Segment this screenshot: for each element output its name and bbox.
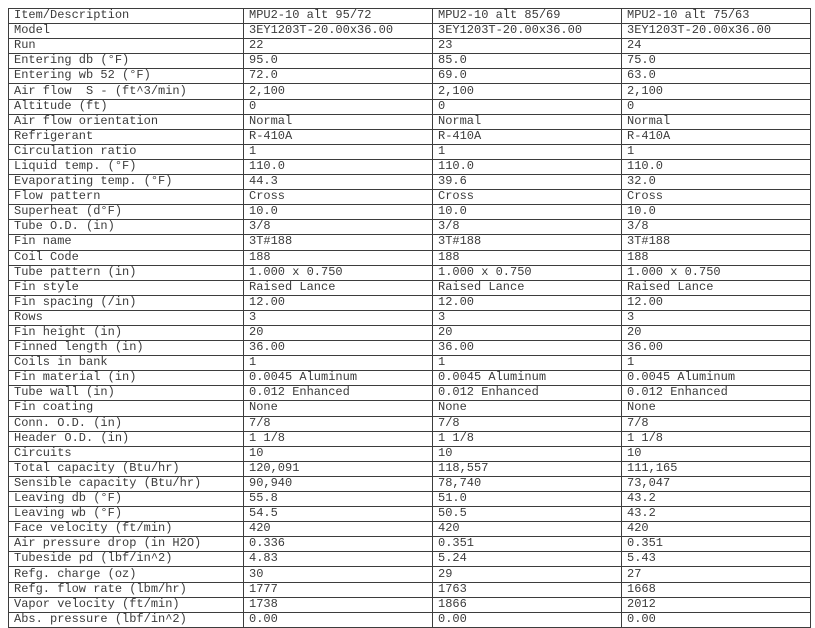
value-cell-unit-3: Raised Lance	[622, 280, 811, 295]
row-label-cell: Evaporating temp. (°F)	[9, 175, 244, 190]
value-cell-unit-2: 36.00	[433, 341, 622, 356]
row-label-cell: Liquid temp. (°F)	[9, 159, 244, 174]
value-cell-unit-3: 0.00	[622, 612, 811, 627]
value-cell-unit-2: 0.012 Enhanced	[433, 386, 622, 401]
row-label-cell: Vapor velocity (ft/min)	[9, 597, 244, 612]
row-label-cell: Refg. flow rate (lbm/hr)	[9, 582, 244, 597]
value-cell-unit-3: 188	[622, 250, 811, 265]
row-label-cell: Fin style	[9, 280, 244, 295]
row-label-cell: Tube pattern (in)	[9, 265, 244, 280]
value-cell-unit-1: 1738	[244, 597, 433, 612]
column-header-unit-3: MPU2-10 alt 75/63	[622, 9, 811, 24]
value-cell-unit-3: 3	[622, 310, 811, 325]
value-cell-unit-3: 7/8	[622, 416, 811, 431]
value-cell-unit-1: 72.0	[244, 69, 433, 84]
table-row	[9, 265, 811, 280]
value-cell-unit-1: 3/8	[244, 220, 433, 235]
table-row	[9, 24, 811, 39]
table-row	[9, 129, 811, 144]
table-row	[9, 175, 811, 190]
value-cell-unit-1: 1	[244, 356, 433, 371]
value-cell-unit-3: 110.0	[622, 159, 811, 174]
table-row	[9, 597, 811, 612]
row-label-cell: Circuits	[9, 446, 244, 461]
value-cell-unit-2: Cross	[433, 190, 622, 205]
value-cell-unit-1: 4.83	[244, 552, 433, 567]
value-cell-unit-2: 1	[433, 356, 622, 371]
value-cell-unit-2: 0.0045 Aluminum	[433, 371, 622, 386]
value-cell-unit-2: 1 1/8	[433, 431, 622, 446]
value-cell-unit-1: 1 1/8	[244, 431, 433, 446]
value-cell-unit-2: Normal	[433, 114, 622, 129]
value-cell-unit-3: 2,100	[622, 84, 811, 99]
header-row	[9, 9, 811, 24]
value-cell-unit-1: 0	[244, 99, 433, 114]
table-row	[9, 612, 811, 627]
value-cell-unit-2: 85.0	[433, 54, 622, 69]
table-row	[9, 205, 811, 220]
row-label-cell: Leaving db (°F)	[9, 492, 244, 507]
value-cell-unit-1: Normal	[244, 114, 433, 129]
value-cell-unit-3: 3/8	[622, 220, 811, 235]
table-row	[9, 401, 811, 416]
value-cell-unit-3: 1.000 x 0.750	[622, 265, 811, 280]
table-row	[9, 461, 811, 476]
value-cell-unit-2: 69.0	[433, 69, 622, 84]
table-row	[9, 54, 811, 69]
value-cell-unit-1: 44.3	[244, 175, 433, 190]
value-cell-unit-3: 1	[622, 144, 811, 159]
value-cell-unit-2: 23	[433, 39, 622, 54]
value-cell-unit-3: 2012	[622, 597, 811, 612]
row-label-cell: Abs. pressure (lbf/in^2)	[9, 612, 244, 627]
value-cell-unit-2: 0.00	[433, 612, 622, 627]
value-cell-unit-2: 78,740	[433, 476, 622, 491]
value-cell-unit-2: 188	[433, 250, 622, 265]
column-header-unit-1: MPU2-10 alt 95/72	[244, 9, 433, 24]
value-cell-unit-1: 0.012 Enhanced	[244, 386, 433, 401]
value-cell-unit-1: 36.00	[244, 341, 433, 356]
value-cell-unit-2: 5.24	[433, 552, 622, 567]
table-row	[9, 190, 811, 205]
row-label-cell: Fin height (in)	[9, 325, 244, 340]
row-label-cell: Air flow S - (ft^3/min)	[9, 84, 244, 99]
value-cell-unit-3: 24	[622, 39, 811, 54]
row-label-cell: Rows	[9, 310, 244, 325]
value-cell-unit-2: 39.6	[433, 175, 622, 190]
value-cell-unit-2: 10	[433, 446, 622, 461]
row-label-cell: Leaving wb (°F)	[9, 507, 244, 522]
table-row	[9, 310, 811, 325]
value-cell-unit-2: 12.00	[433, 295, 622, 310]
value-cell-unit-3: 27	[622, 567, 811, 582]
value-cell-unit-1: 120,091	[244, 461, 433, 476]
value-cell-unit-2: 0	[433, 99, 622, 114]
value-cell-unit-3: 0	[622, 99, 811, 114]
value-cell-unit-3: 73,047	[622, 476, 811, 491]
value-cell-unit-2: 1.000 x 0.750	[433, 265, 622, 280]
row-label-cell: Coils in bank	[9, 356, 244, 371]
row-label-cell: Header O.D. (in)	[9, 431, 244, 446]
row-label-cell: Conn. O.D. (in)	[9, 416, 244, 431]
value-cell-unit-1: 90,940	[244, 476, 433, 491]
column-header-item-description: Item/Description	[9, 9, 244, 24]
value-cell-unit-2: 420	[433, 522, 622, 537]
spec-table-body	[9, 24, 811, 628]
value-cell-unit-1: 3	[244, 310, 433, 325]
value-cell-unit-3: 1 1/8	[622, 431, 811, 446]
value-cell-unit-3: 10	[622, 446, 811, 461]
value-cell-unit-2: 29	[433, 567, 622, 582]
row-label-cell: Circulation ratio	[9, 144, 244, 159]
value-cell-unit-2: None	[433, 401, 622, 416]
value-cell-unit-2: 50.5	[433, 507, 622, 522]
table-row	[9, 537, 811, 552]
row-label-cell: Fin spacing (/in)	[9, 295, 244, 310]
table-row	[9, 39, 811, 54]
value-cell-unit-1: 1	[244, 144, 433, 159]
row-label-cell: Entering wb 52 (°F)	[9, 69, 244, 84]
table-row	[9, 582, 811, 597]
value-cell-unit-1: R-410A	[244, 129, 433, 144]
value-cell-unit-1: 0.00	[244, 612, 433, 627]
table-row	[9, 99, 811, 114]
row-label-cell: Refg. charge (oz)	[9, 567, 244, 582]
value-cell-unit-2: 3	[433, 310, 622, 325]
value-cell-unit-2: 51.0	[433, 492, 622, 507]
value-cell-unit-3: 3EY1203T-20.00x36.00	[622, 24, 811, 39]
row-label-cell: Coil Code	[9, 250, 244, 265]
row-label-cell: Finned length (in)	[9, 341, 244, 356]
value-cell-unit-2: 20	[433, 325, 622, 340]
value-cell-unit-3: 10.0	[622, 205, 811, 220]
table-row	[9, 69, 811, 84]
value-cell-unit-1: 188	[244, 250, 433, 265]
value-cell-unit-1: 22	[244, 39, 433, 54]
value-cell-unit-2: 1	[433, 144, 622, 159]
table-row	[9, 356, 811, 371]
value-cell-unit-2: 110.0	[433, 159, 622, 174]
table-row	[9, 220, 811, 235]
table-row	[9, 341, 811, 356]
row-label-cell: Total capacity (Btu/hr)	[9, 461, 244, 476]
table-row	[9, 84, 811, 99]
table-row	[9, 431, 811, 446]
row-label-cell: Fin material (in)	[9, 371, 244, 386]
row-label-cell: Altitude (ft)	[9, 99, 244, 114]
table-row	[9, 507, 811, 522]
value-cell-unit-3: 1668	[622, 582, 811, 597]
table-row	[9, 144, 811, 159]
value-cell-unit-3: R-410A	[622, 129, 811, 144]
value-cell-unit-3: 63.0	[622, 69, 811, 84]
value-cell-unit-1: 0.336	[244, 537, 433, 552]
value-cell-unit-1: 54.5	[244, 507, 433, 522]
value-cell-unit-1: 3T#188	[244, 235, 433, 250]
coil-spec-table	[8, 8, 811, 628]
value-cell-unit-1: 95.0	[244, 54, 433, 69]
table-row	[9, 114, 811, 129]
table-row	[9, 416, 811, 431]
value-cell-unit-3: 0.351	[622, 537, 811, 552]
table-row	[9, 567, 811, 582]
value-cell-unit-1: 30	[244, 567, 433, 582]
value-cell-unit-3: 36.00	[622, 341, 811, 356]
value-cell-unit-3: Cross	[622, 190, 811, 205]
table-row	[9, 325, 811, 340]
table-row	[9, 159, 811, 174]
value-cell-unit-3: 5.43	[622, 552, 811, 567]
row-label-cell: Sensible capacity (Btu/hr)	[9, 476, 244, 491]
value-cell-unit-1: 0.0045 Aluminum	[244, 371, 433, 386]
coil-spec-report	[8, 8, 811, 628]
value-cell-unit-1: 1.000 x 0.750	[244, 265, 433, 280]
table-row	[9, 371, 811, 386]
value-cell-unit-3: Normal	[622, 114, 811, 129]
value-cell-unit-2: 2,100	[433, 84, 622, 99]
value-cell-unit-1: 55.8	[244, 492, 433, 507]
value-cell-unit-1: 7/8	[244, 416, 433, 431]
value-cell-unit-1: 1777	[244, 582, 433, 597]
value-cell-unit-2: 10.0	[433, 205, 622, 220]
value-cell-unit-1: None	[244, 401, 433, 416]
value-cell-unit-3: 1	[622, 356, 811, 371]
row-label-cell: Entering db (°F)	[9, 54, 244, 69]
value-cell-unit-1: 420	[244, 522, 433, 537]
value-cell-unit-2: R-410A	[433, 129, 622, 144]
value-cell-unit-2: 1763	[433, 582, 622, 597]
row-label-cell: Flow pattern	[9, 190, 244, 205]
row-label-cell: Tube O.D. (in)	[9, 220, 244, 235]
value-cell-unit-3: 43.2	[622, 507, 811, 522]
row-label-cell: Fin coating	[9, 401, 244, 416]
value-cell-unit-3: 420	[622, 522, 811, 537]
table-row	[9, 492, 811, 507]
value-cell-unit-1: 110.0	[244, 159, 433, 174]
value-cell-unit-1: 12.00	[244, 295, 433, 310]
row-label-cell: Tube wall (in)	[9, 386, 244, 401]
row-label-cell: Fin name	[9, 235, 244, 250]
value-cell-unit-2: 3EY1203T-20.00x36.00	[433, 24, 622, 39]
value-cell-unit-3: 43.2	[622, 492, 811, 507]
value-cell-unit-3: 20	[622, 325, 811, 340]
value-cell-unit-3: 75.0	[622, 54, 811, 69]
value-cell-unit-3: 0.012 Enhanced	[622, 386, 811, 401]
value-cell-unit-3: 0.0045 Aluminum	[622, 371, 811, 386]
value-cell-unit-2: 3T#188	[433, 235, 622, 250]
value-cell-unit-3: 12.00	[622, 295, 811, 310]
value-cell-unit-1: Cross	[244, 190, 433, 205]
table-row	[9, 522, 811, 537]
row-label-cell: Refrigerant	[9, 129, 244, 144]
column-header-unit-2: MPU2-10 alt 85/69	[433, 9, 622, 24]
value-cell-unit-2: 118,557	[433, 461, 622, 476]
row-label-cell: Face velocity (ft/min)	[9, 522, 244, 537]
value-cell-unit-2: 1866	[433, 597, 622, 612]
table-row	[9, 280, 811, 295]
value-cell-unit-1: 3EY1203T-20.00x36.00	[244, 24, 433, 39]
value-cell-unit-1: Raised Lance	[244, 280, 433, 295]
row-label-cell: Tubeside pd (lbf/in^2)	[9, 552, 244, 567]
table-row	[9, 235, 811, 250]
value-cell-unit-2: 3/8	[433, 220, 622, 235]
table-row	[9, 552, 811, 567]
value-cell-unit-2: Raised Lance	[433, 280, 622, 295]
table-row	[9, 476, 811, 491]
row-label-cell: Air flow orientation	[9, 114, 244, 129]
value-cell-unit-1: 10	[244, 446, 433, 461]
table-row	[9, 295, 811, 310]
value-cell-unit-3: None	[622, 401, 811, 416]
value-cell-unit-1: 10.0	[244, 205, 433, 220]
value-cell-unit-3: 3T#188	[622, 235, 811, 250]
value-cell-unit-3: 32.0	[622, 175, 811, 190]
row-label-cell: Run	[9, 39, 244, 54]
table-row	[9, 250, 811, 265]
value-cell-unit-3: 111,165	[622, 461, 811, 476]
value-cell-unit-2: 0.351	[433, 537, 622, 552]
row-label-cell: Superheat (d°F)	[9, 205, 244, 220]
value-cell-unit-2: 7/8	[433, 416, 622, 431]
value-cell-unit-1: 20	[244, 325, 433, 340]
row-label-cell: Air pressure drop (in H2O)	[9, 537, 244, 552]
table-row	[9, 386, 811, 401]
table-row	[9, 446, 811, 461]
value-cell-unit-1: 2,100	[244, 84, 433, 99]
row-label-cell: Model	[9, 24, 244, 39]
